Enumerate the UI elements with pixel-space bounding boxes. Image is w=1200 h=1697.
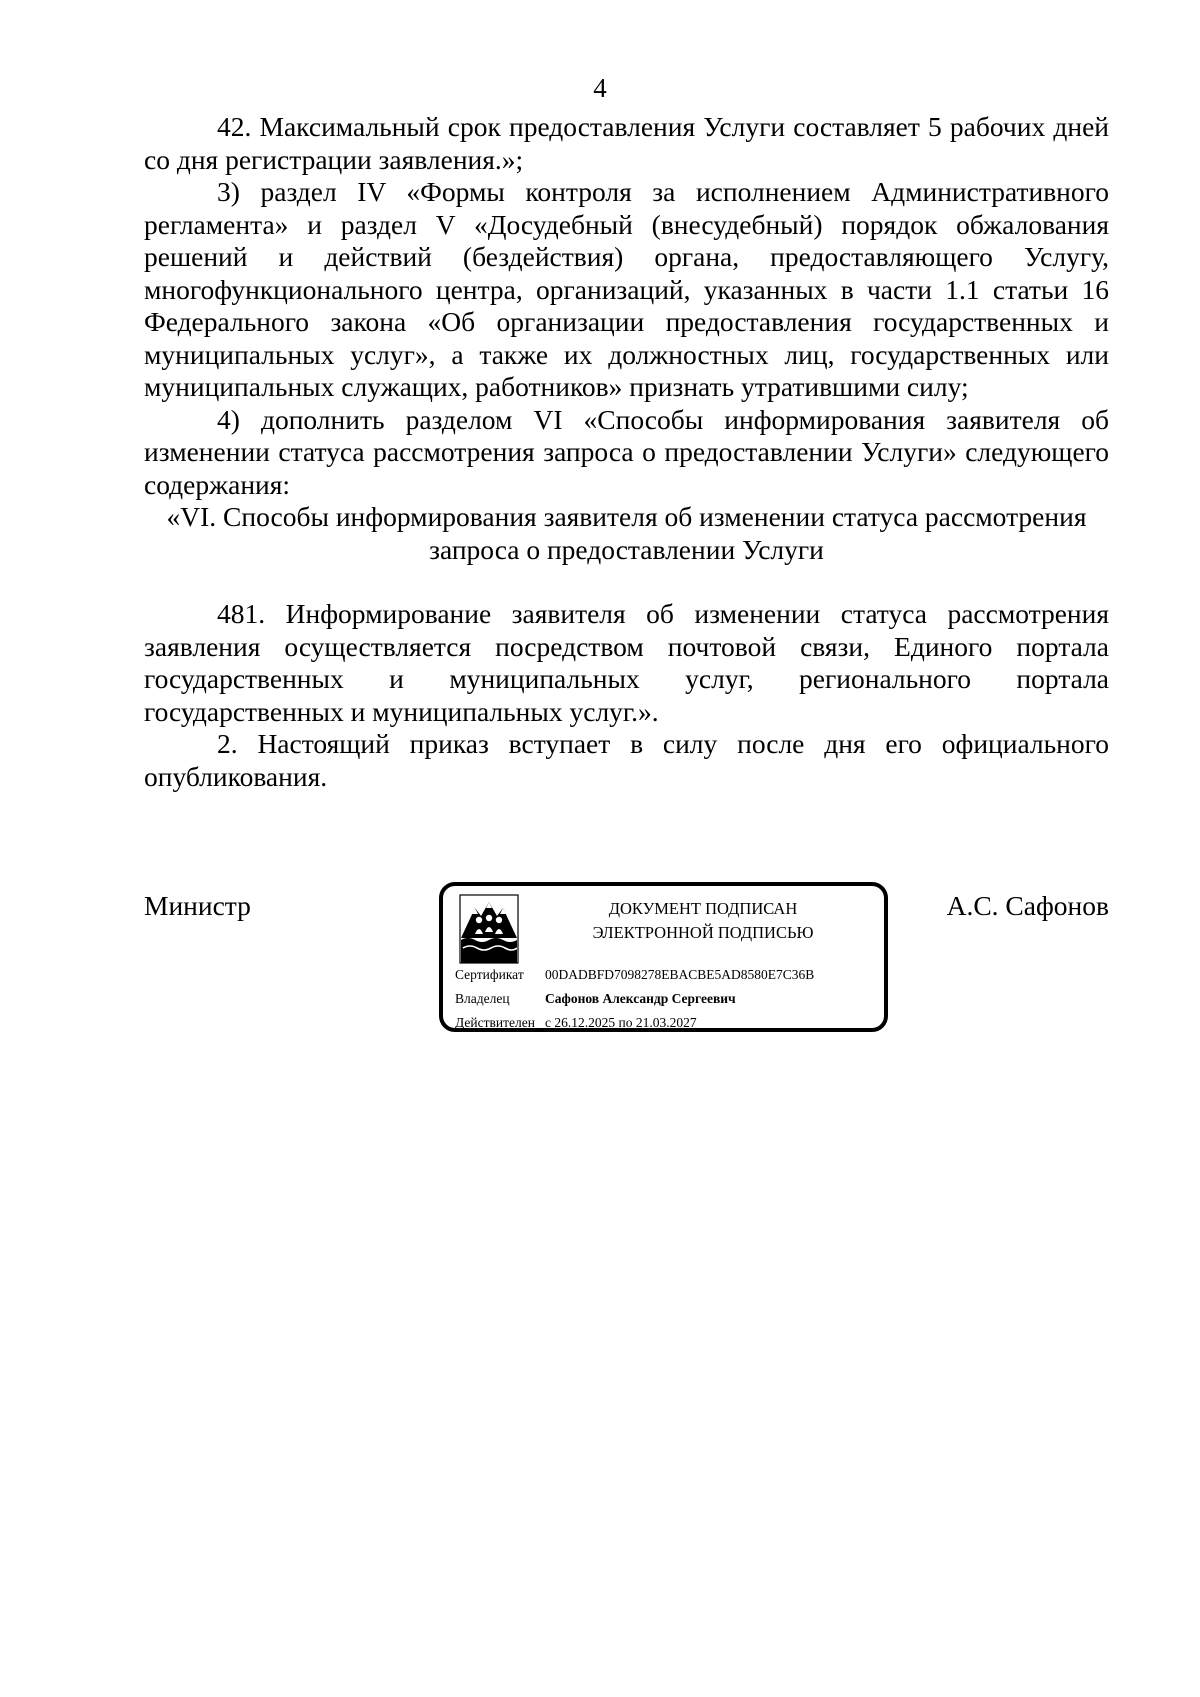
paragraph-item-2: 2. Настоящий приказ вступает в силу после дня его официального опубликования.	[144, 728, 1109, 792]
electronic-signature-stamp	[439, 882, 888, 1032]
stamp-owner-label: Владелец	[455, 991, 510, 1006]
kamchatka-coat-of-arms-icon	[459, 894, 519, 964]
stamp-owner-value: Сафонов Александр Сергеевич	[545, 991, 736, 1006]
paragraph-item-3: 3) раздел IV «Формы контроля за исполнением Административного регламента» и раздел V «Досудебный (внесудебный) порядок обжалования решений и действий (бездействия) органа, предоставляющего Услугу, многофункционального центра, организаций, указанных в части 1.1 статьи 16 Федерального закона «Об организации предоставления государственных и муниципальных услуг», а также их должностных лиц, государственных или муниципальных служащих, работников» признать утратившими силу;	[144, 176, 1109, 402]
section-heading-line-2: запроса о предоставлении Услуги	[429, 533, 824, 565]
paragraph-item-4: 4) дополнить разделом VI «Способы информирования заявителя об изменении статуса рассмотрения запроса о предоставлении Услуги» следующего содержания:	[144, 403, 1109, 500]
stamp-certificate-row	[455, 966, 814, 984]
stamp-validity-label: Действителен	[455, 1015, 535, 1030]
signatory-position: Министр	[144, 890, 251, 921]
signatory-name: А.С. Сафонов	[946, 890, 1109, 921]
spacer	[144, 566, 1109, 598]
stamp-owner-row	[455, 990, 736, 1008]
stamp-title-line-2: ЭЛЕКТРОННОЙ ПОДПИСЬЮ	[592, 923, 814, 942]
stamp-certificate-label: Сертификат	[455, 967, 524, 982]
stamp-validity-value: с 26.12.2025 по 21.03.2027	[545, 1015, 697, 1030]
signature-block	[144, 882, 1109, 1052]
paragraph-481: 481. Информирование заявителя об изменении статуса рассмотрения заявления осуществляется посредством почтовой связи, Единого портала государственных и муниципальных услуг, регионального портала государственных и муниципальных услуг.».	[144, 598, 1109, 727]
stamp-certificate-value: 00DADBFD7098278EBACBE5AD8580E7C36B	[545, 967, 815, 982]
stamp-title-line-1: ДОКУМЕНТ ПОДПИСАН	[608, 899, 798, 918]
page-number: 4	[593, 73, 607, 103]
stamp-validity-row	[455, 1014, 697, 1032]
section-heading-line-1: «VI. Способы информирования заявителя об изменении статуса рассмотрения	[166, 501, 1087, 532]
document-body	[144, 111, 1109, 793]
paragraph-42: 42. Максимальный срок предоставления Услуги составляет 5 рабочих дней со дня регистрации заявления.»;	[144, 111, 1109, 175]
